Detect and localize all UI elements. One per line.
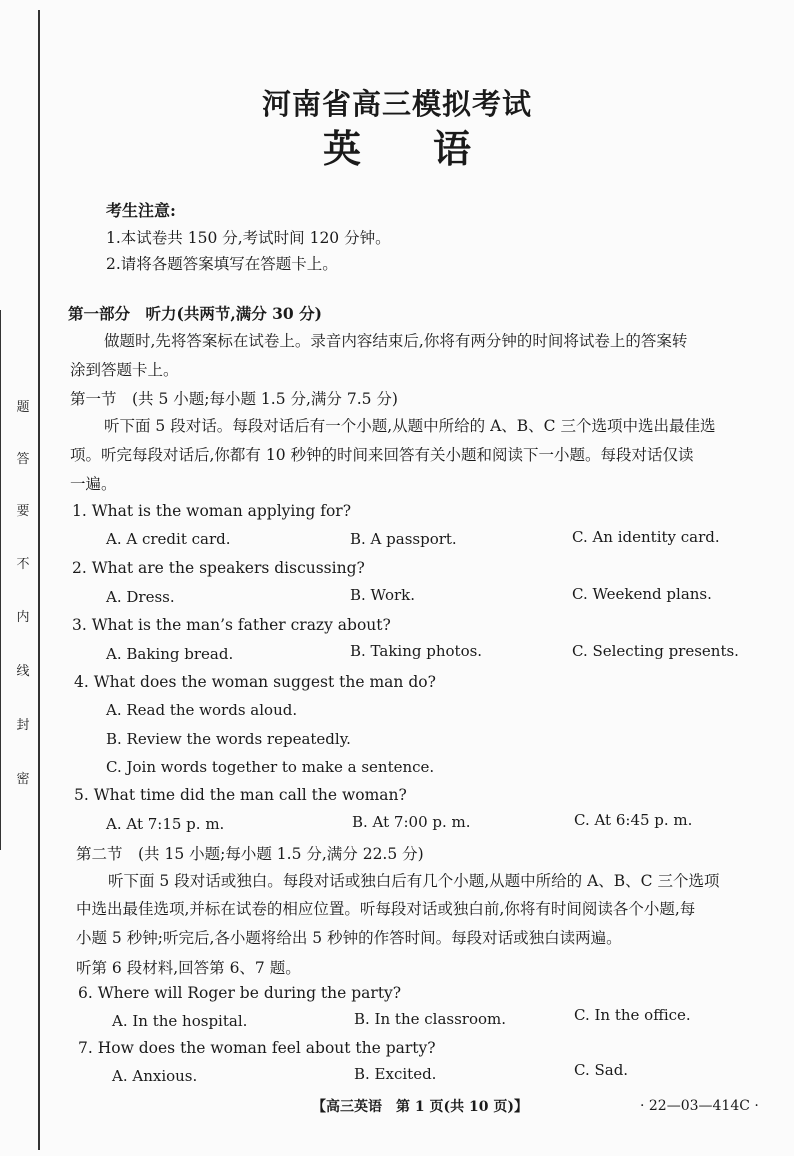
section2-heading: 第二节 (共 15 小题;每小题 1.5 分,满分 22.5 分) <box>76 845 424 863</box>
page-footer: 【高三英语 第 1 页(共 10 页)】 <box>312 1099 528 1115</box>
option-b: B. A passport. <box>350 530 457 548</box>
exam-code: · 22—03—414C · <box>640 1098 759 1114</box>
option-a: A. A credit card. <box>106 530 231 548</box>
subject-char-2: 语 <box>432 126 471 171</box>
question-1: 1. What is the woman applying for? <box>72 502 351 520</box>
question-6: 6. Where will Roger be during the party? <box>78 984 402 1002</box>
section1-intro-line: 一遍。 <box>70 475 117 493</box>
option-b: B. Work. <box>350 586 416 604</box>
margin-char: 密 <box>16 772 30 787</box>
part1-intro-line: 做题时,先将答案标在试卷上。录音内容结束后,你将有两分钟的时间将试卷上的答案转 <box>104 332 688 350</box>
margin-line-right <box>38 10 40 1150</box>
option-c: C. Selecting presents. <box>572 642 739 660</box>
section2-intro-line: 小题 5 秒钟;听完后,各小题将给出 5 秒钟的作答时间。每段对话或独白读两遍。 <box>76 929 622 947</box>
notice-item: 2.请将各题答案填写在答题卡上。 <box>106 255 338 273</box>
option-b: B. Taking photos. <box>350 642 483 660</box>
subject-title <box>0 118 794 173</box>
option-a: A. Anxious. <box>112 1067 198 1085</box>
margin-char: 线 <box>16 664 30 679</box>
exam-title: 河南省高三模拟考试 <box>261 87 532 121</box>
section1-intro-line: 项。听完每段对话后,你都有 10 秒钟的时间来回答有关小题和阅读下一小题。每段对话仅读 <box>70 446 694 464</box>
option-c: C. An identity card. <box>572 528 720 546</box>
option-a: A. At 7:15 p. m. <box>106 815 225 833</box>
subject-char-1: 英 <box>322 126 361 171</box>
option-b: B. At 7:00 p. m. <box>352 813 471 831</box>
option-a: A. In the hospital. <box>112 1012 248 1030</box>
option-b: B. In the classroom. <box>354 1010 507 1028</box>
option-b: B. Review the words repeatedly. <box>106 730 351 748</box>
part1-intro-line: 涂到答题卡上。 <box>70 361 179 379</box>
section2-intro-line: 中选出最佳选项,并标在试卷的相应位置。听每段对话或独白前,你将有时间阅读各个小题,每 <box>76 900 696 918</box>
section2-intro-line: 听下面 5 段对话或独白。每段对话或独白后有几个小题,从题中所给的 A、B、C 三个选项 <box>108 872 720 890</box>
option-c: C. In the office. <box>574 1006 691 1024</box>
option-c: C. Sad. <box>574 1061 629 1079</box>
question-5: 5. What time did the man call the woman? <box>74 786 407 804</box>
notice-item: 1.本试卷共 150 分,考试时间 120 分钟。 <box>106 229 391 247</box>
margin-line-left <box>0 310 1 850</box>
question-3: 3. What is the man’s father crazy about? <box>72 616 391 634</box>
section1-heading: 第一节 (共 5 小题;每小题 1.5 分,满分 7.5 分) <box>70 390 398 408</box>
margin-char: 要 <box>16 504 30 519</box>
option-a: A. Dress. <box>106 588 175 606</box>
margin-char: 题 <box>16 400 30 415</box>
part1-heading: 第一部分 听力(共两节,满分 30 分) <box>68 304 322 323</box>
option-c: C. Join words together to make a sentence. <box>106 758 435 776</box>
question-7: 7. How does the woman feel about the party? <box>78 1039 436 1057</box>
margin-char: 内 <box>16 610 30 625</box>
notice-heading: 考生注意: <box>106 201 176 220</box>
option-a: A. Baking bread. <box>106 645 234 663</box>
question-2: 2. What are the speakers discussing? <box>72 559 365 577</box>
margin-char: 不 <box>16 557 30 572</box>
option-a: A. Read the words aloud. <box>106 701 298 719</box>
section1-intro-line: 听下面 5 段对话。每段对话后有一个小题,从题中所给的 A、B、C 三个选项中选出最佳选 <box>104 417 716 435</box>
option-b: B. Excited. <box>354 1065 437 1083</box>
margin-char: 封 <box>16 718 30 733</box>
margin-char: 答 <box>16 452 30 467</box>
option-c: C. Weekend plans. <box>572 585 712 603</box>
question-4: 4. What does the woman suggest the man do? <box>74 673 436 691</box>
material-6-heading: 听第 6 段材料,回答第 6、7 题。 <box>76 959 301 977</box>
option-c: C. At 6:45 p. m. <box>574 811 693 829</box>
